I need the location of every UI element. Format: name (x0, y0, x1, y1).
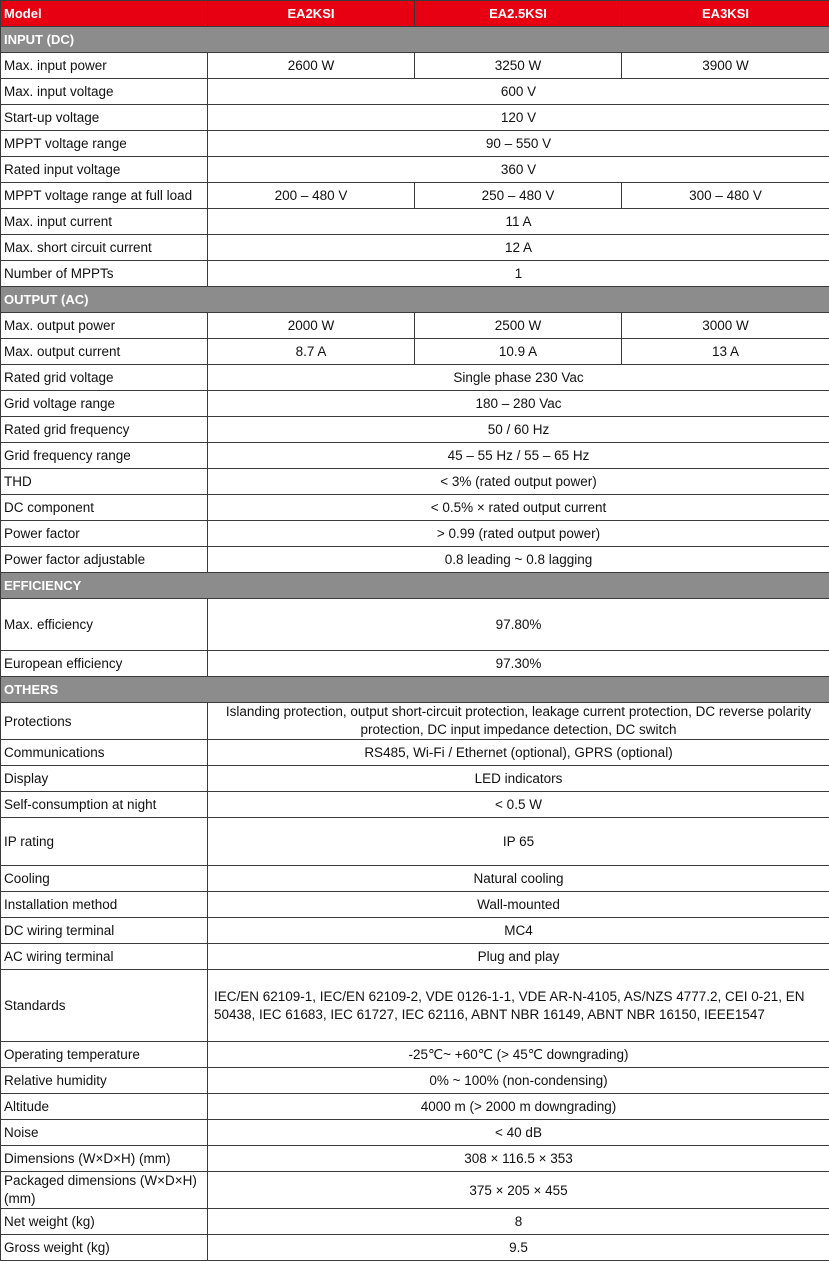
spec-label: Communications (1, 740, 208, 766)
spec-row-mppt-voltage-range (1, 131, 829, 157)
spec-label: Net weight (kg) (1, 1209, 208, 1235)
spec-row-thd (1, 469, 829, 495)
spec-row-noise (1, 1120, 829, 1146)
spec-row-ac-wiring-terminal (1, 944, 829, 970)
spec-row-gross-weight-kg (1, 1235, 829, 1261)
spec-value: IP 65 (208, 818, 829, 866)
spec-row-installation-method (1, 892, 829, 918)
spec-row-power-factor-adjustable (1, 547, 829, 573)
spec-label: MPPT voltage range (1, 131, 208, 157)
spec-row-max-output-current (1, 339, 829, 365)
spec-label: Max. input voltage (1, 79, 208, 105)
spec-label: Max. short circuit current (1, 235, 208, 261)
spec-row-european-efficiency (1, 651, 829, 677)
spec-row-display (1, 766, 829, 792)
spec-row-communications (1, 740, 829, 766)
spec-label: Max. input current (1, 209, 208, 235)
spec-value: Natural cooling (208, 866, 829, 892)
spec-label: Display (1, 766, 208, 792)
spec-label: Max. output current (1, 339, 208, 365)
spec-label: Rated grid frequency (1, 417, 208, 443)
spec-value: LED indicators (208, 766, 829, 792)
spec-value: 600 V (208, 79, 829, 105)
spec-label: Number of MPPTs (1, 261, 208, 287)
spec-row-protections (1, 703, 829, 740)
section-row-input-dc (1, 27, 829, 53)
spec-value: 360 V (208, 157, 829, 183)
spec-label: AC wiring terminal (1, 944, 208, 970)
spec-row-grid-voltage-range (1, 391, 829, 417)
spec-label: Rated grid voltage (1, 365, 208, 391)
section-title: OTHERS (1, 677, 829, 703)
spec-label: Altitude (1, 1094, 208, 1120)
spec-row-dc-component (1, 495, 829, 521)
section-title: EFFICIENCY (1, 573, 829, 599)
spec-value-ea2ksi: 2000 W (208, 313, 415, 339)
spec-value: 45 – 55 Hz / 55 – 65 Hz (208, 443, 829, 469)
spec-value: 120 V (208, 105, 829, 131)
spec-label: DC wiring terminal (1, 918, 208, 944)
spec-label: Max. output power (1, 313, 208, 339)
spec-label: Max. input power (1, 53, 208, 79)
spec-value-ea2-5ksi: 2500 W (415, 313, 622, 339)
spec-label: Grid voltage range (1, 391, 208, 417)
spec-value: 375 × 205 × 455 (208, 1172, 829, 1209)
spec-table-body (1, 27, 829, 1261)
spec-label: Max. efficiency (1, 599, 208, 651)
spec-label: Dimensions (W×D×H) (mm) (1, 1146, 208, 1172)
spec-value: 0% ~ 100% (non-condensing) (208, 1068, 829, 1094)
spec-label: Grid frequency range (1, 443, 208, 469)
spec-row-packaged-dimensions-w-d-h-mm (1, 1172, 829, 1209)
spec-value-ea3ksi: 300 – 480 V (622, 183, 829, 209)
model-header-ea3ksi: EA3KSI (622, 1, 829, 27)
spec-label: Gross weight (kg) (1, 1235, 208, 1261)
spec-value: IEC/EN 62109-1, IEC/EN 62109-2, VDE 0126-1-1, VDE AR-N-4105, AS/NZS 4777.2, CEI 0-21, EN 50438, IEC 61683, IEC 61727, IEC 62116, ABNT NBR 16149, ABNT NBR 16150, IEEE1547 (208, 970, 829, 1042)
spec-label: Operating temperature (1, 1042, 208, 1068)
spec-value: -25℃~ +60℃ (> 45℃ downgrading) (208, 1042, 829, 1068)
section-row-output-ac (1, 287, 829, 313)
spec-row-relative-humidity (1, 1068, 829, 1094)
spec-value-ea2ksi: 2600 W (208, 53, 415, 79)
spec-value: < 0.5% × rated output current (208, 495, 829, 521)
model-header-ea2ksi: EA2KSI (208, 1, 415, 27)
spec-row-net-weight-kg (1, 1209, 829, 1235)
spec-value-ea3ksi: 3900 W (622, 53, 829, 79)
spec-value-ea2ksi: 200 – 480 V (208, 183, 415, 209)
spec-value-ea3ksi: 13 A (622, 339, 829, 365)
spec-label: Start-up voltage (1, 105, 208, 131)
spec-label: THD (1, 469, 208, 495)
spec-value: MC4 (208, 918, 829, 944)
spec-label: MPPT voltage range at full load (1, 183, 208, 209)
spec-label: Self-consumption at night (1, 792, 208, 818)
spec-row-max-input-current (1, 209, 829, 235)
spec-value: 180 – 280 Vac (208, 391, 829, 417)
spec-value: 4000 m (> 2000 m downgrading) (208, 1094, 829, 1120)
spec-label: DC component (1, 495, 208, 521)
spec-value: 97.80% (208, 599, 829, 651)
spec-value: 1 (208, 261, 829, 287)
spec-row-altitude (1, 1094, 829, 1120)
spec-row-self-consumption-at-night (1, 792, 829, 818)
model-header-ea2-5ksi: EA2.5KSI (415, 1, 622, 27)
section-title: OUTPUT (AC) (1, 287, 829, 313)
spec-value: > 0.99 (rated output power) (208, 521, 829, 547)
spec-value: Plug and play (208, 944, 829, 970)
spec-row-max-efficiency (1, 599, 829, 651)
section-row-others (1, 677, 829, 703)
spec-value: < 0.5 W (208, 792, 829, 818)
spec-label: Power factor (1, 521, 208, 547)
spec-label: Relative humidity (1, 1068, 208, 1094)
spec-value: 11 A (208, 209, 829, 235)
section-row-efficiency (1, 573, 829, 599)
spec-row-grid-frequency-range (1, 443, 829, 469)
spec-row-power-factor (1, 521, 829, 547)
spec-row-dimensions-w-d-h-mm (1, 1146, 829, 1172)
spec-row-max-output-power (1, 313, 829, 339)
spec-row-rated-input-voltage (1, 157, 829, 183)
spec-label: Packaged dimensions (W×D×H) (mm) (1, 1172, 208, 1209)
section-title: INPUT (DC) (1, 27, 829, 53)
spec-label: European efficiency (1, 651, 208, 677)
spec-value: 8 (208, 1209, 829, 1235)
spec-label: Noise (1, 1120, 208, 1146)
spec-label: Cooling (1, 866, 208, 892)
spec-value: 97.30% (208, 651, 829, 677)
spec-value: Single phase 230 Vac (208, 365, 829, 391)
spec-value-ea2-5ksi: 250 – 480 V (415, 183, 622, 209)
spec-row-dc-wiring-terminal (1, 918, 829, 944)
spec-label: Protections (1, 703, 208, 740)
spec-label: IP rating (1, 818, 208, 866)
spec-row-max-input-power (1, 53, 829, 79)
spec-row-start-up-voltage (1, 105, 829, 131)
model-header-label: Model (1, 1, 208, 27)
spec-value: Wall-mounted (208, 892, 829, 918)
spec-value: 50 / 60 Hz (208, 417, 829, 443)
spec-value: < 40 dB (208, 1120, 829, 1146)
spec-row-number-of-mppts (1, 261, 829, 287)
spec-row-max-short-circuit-current (1, 235, 829, 261)
spec-value-ea3ksi: 3000 W (622, 313, 829, 339)
spec-row-cooling (1, 866, 829, 892)
spec-row-mppt-voltage-range-at-full-load (1, 183, 829, 209)
spec-row-rated-grid-frequency (1, 417, 829, 443)
spec-label: Power factor adjustable (1, 547, 208, 573)
spec-label: Installation method (1, 892, 208, 918)
spec-value: 12 A (208, 235, 829, 261)
spec-value: 90 – 550 V (208, 131, 829, 157)
spec-value-ea2-5ksi: 3250 W (415, 53, 622, 79)
spec-row-max-input-voltage (1, 79, 829, 105)
spec-value: 0.8 leading ~ 0.8 lagging (208, 547, 829, 573)
spec-value: RS485, Wi-Fi / Ethernet (optional), GPRS (optional) (208, 740, 829, 766)
spec-row-ip-rating (1, 818, 829, 866)
spec-row-rated-grid-voltage (1, 365, 829, 391)
header-row (1, 1, 829, 27)
spec-table-header (1, 1, 829, 27)
spec-value: Islanding protection, output short-circuit protection, leakage current protection, DC reverse polarity protection, DC input impedance detection, DC switch (208, 703, 829, 740)
spec-value-ea2ksi: 8.7 A (208, 339, 415, 365)
spec-value: < 3% (rated output power) (208, 469, 829, 495)
spec-row-standards (1, 970, 829, 1042)
spec-label: Standards (1, 970, 208, 1042)
spec-label: Rated input voltage (1, 157, 208, 183)
spec-value: 9.5 (208, 1235, 829, 1261)
spec-row-operating-temperature (1, 1042, 829, 1068)
spec-value: 308 × 116.5 × 353 (208, 1146, 829, 1172)
spec-value-ea2-5ksi: 10.9 A (415, 339, 622, 365)
